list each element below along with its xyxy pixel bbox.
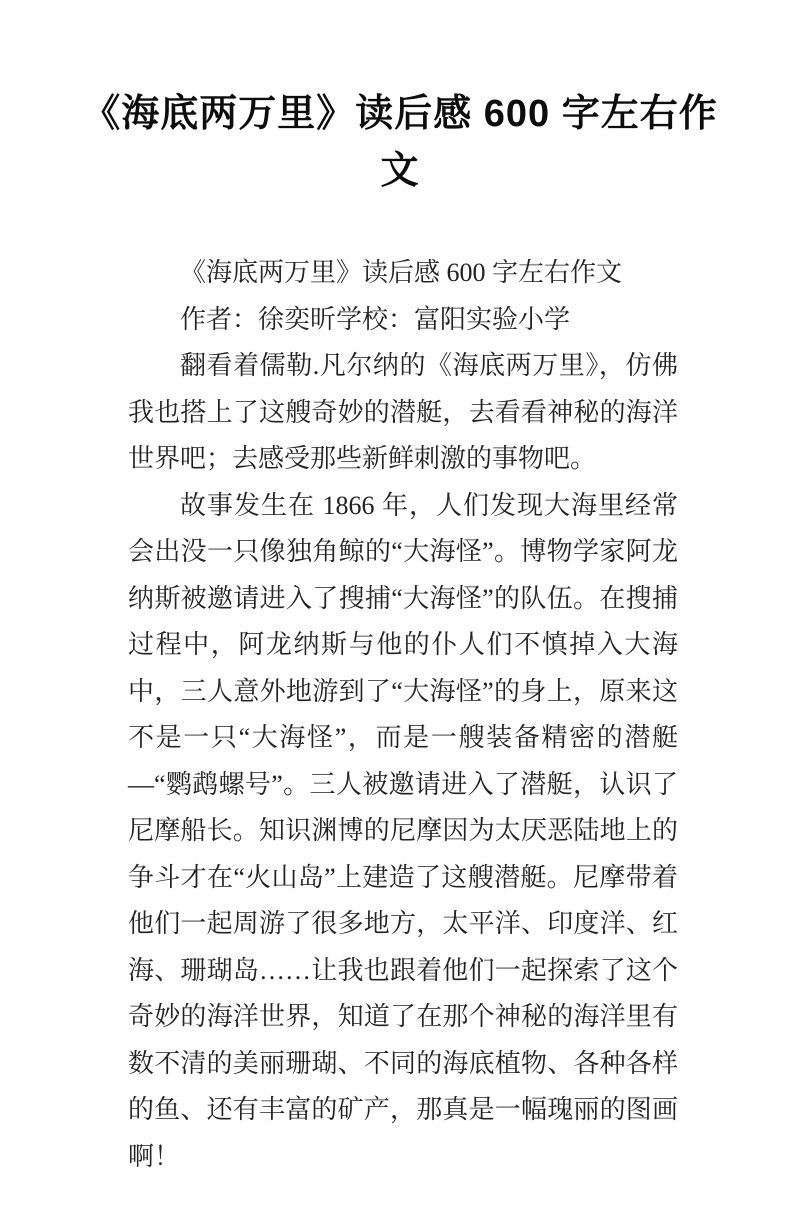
document-page [0,86,800,1218]
document-title: 《海底两万里》读后感 600 字左右作文 [82,93,718,192]
document-body [128,250,678,1180]
paragraph-author-line: 作者：徐奕昕学校：富阳实验小学 [180,304,571,334]
paragraph-title-line: 《海底两万里》读后感 600 字左右作文 [180,258,623,287]
paragraph-story-summary: 故事发生在 1866 年，人们发现大海里经常会出没一只像独角鲸的“大海怪”。博物学家阿龙纳斯被邀请进入了搜捕“大海怪”的队伍。在搜捕过程中，阿龙纳斯与他的仆人们不慎掉入大海中，三人意外地游到了“大海怪”的身上，原来这不是一只“大海怪”，而是一艘装备精密的潜艇—“鹦鹉螺号”。三人被邀请进入了潜艇，认识了尼摩船长。知识渊博的尼摩因为太厌恶陆地上的争斗才在“火山岛”上建造了这艘潜艇。尼摩带着他们一起周游了很多地方，太平洋、印度洋、红海、珊瑚岛……让我也跟着他们一起探索了这个奇妙的海洋世界，知道了在那个神秘的海洋里有数不清的美丽珊瑚、不同的海底植物、各种各样的鱼、还有丰富的矿产，那真是一幅瑰丽的图画啊！ [128,490,678,1171]
paragraph-intro: 翻看着儒勒.凡尔纳的《海底两万里》，仿佛我也搭上了这艘奇妙的潜艇，去看看神秘的海洋世界吧；去感受那些新鲜刺激的事物吧。 [128,351,678,473]
